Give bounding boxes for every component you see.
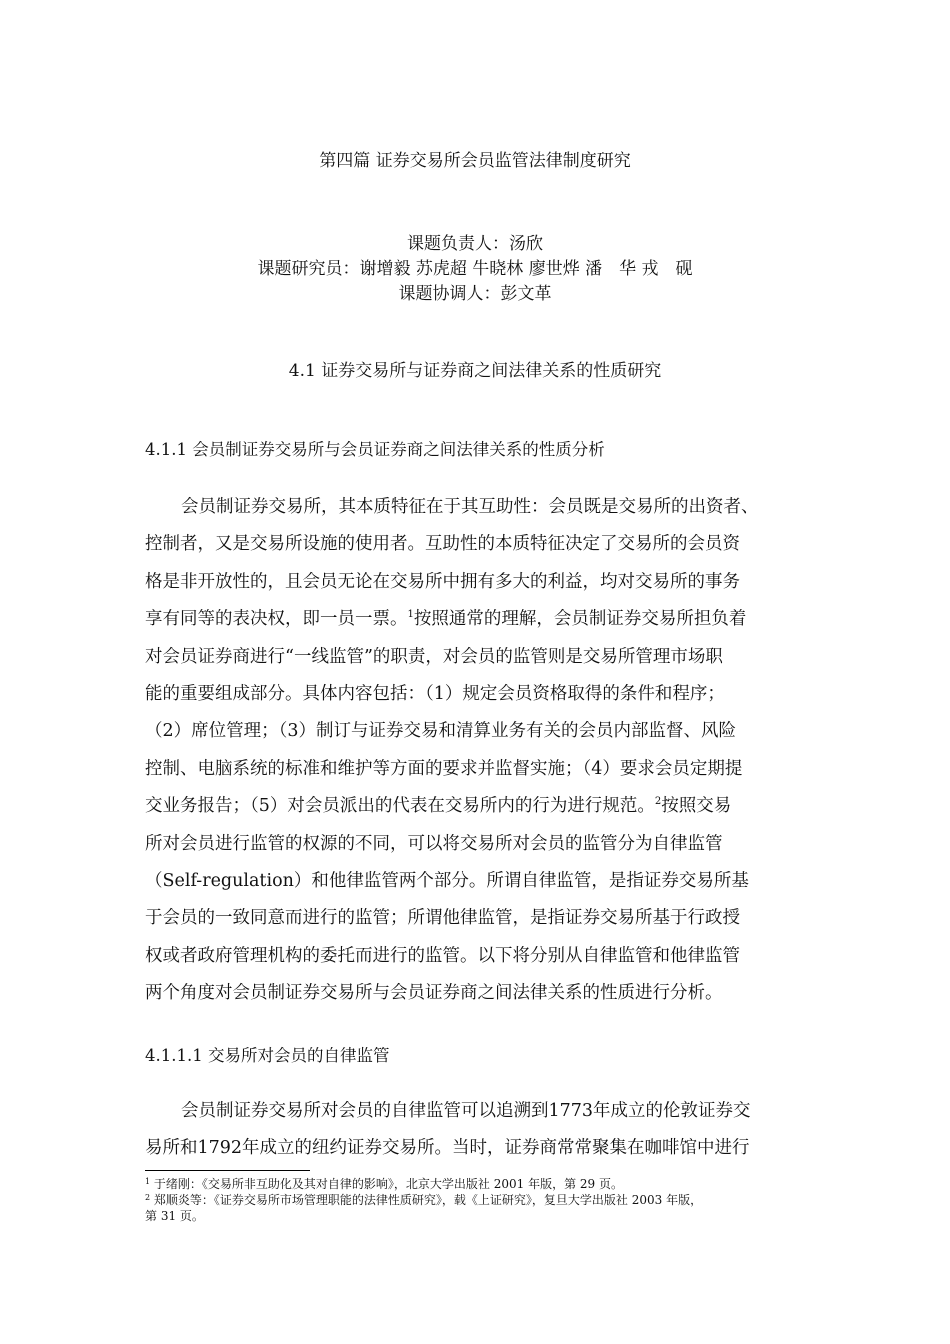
paragraph-line: 权或者政府管理机构的委托而进行的监管。以下将分别从自律监管和他律监管 xyxy=(145,945,740,966)
paragraph-1 xyxy=(145,489,815,1012)
subsubsection-heading: 4.1.1.1 交易所对会员的自律监管 xyxy=(145,1046,390,1065)
paragraph-line: 所对会员进行监管的权源的不同，可以将交易所对会员的监管分为自律监管 xyxy=(145,833,723,854)
footnote-text: 郑顺炎等：《证券交易所市场管理职能的法律性质研究》，载《上证研究》，复旦大学出版社 2003 年版， xyxy=(153,1193,703,1207)
paragraph-text: 交业务报告；（5）对会员派出的代表在交易所内的行为进行规范。 xyxy=(145,796,655,817)
credit-leader: 课题负责人：汤欣 xyxy=(407,234,543,254)
paragraph-line: 控制者，又是交易所设施的使用者。互助性的本质特征决定了交易所的会员资 xyxy=(145,534,740,555)
paragraph-2 xyxy=(145,1093,815,1168)
footnote-mark: 1 xyxy=(145,1177,151,1186)
paragraph-line: 会员制证券交易所对会员的自律监管可以追溯到1773年成立的伦敦证券交 xyxy=(181,1101,751,1121)
paragraph-line xyxy=(145,788,815,825)
footnote-1 xyxy=(145,1176,815,1192)
credit-coordinator: 课题协调人：彭文革 xyxy=(398,284,552,304)
paragraph-line: 易所和1792年成立的纽约证券交易所。当时，证券商常常聚集在咖啡馆中进行 xyxy=(145,1138,750,1159)
paragraph-line: 能的重要组成部分。具体内容包括：（1）规定会员资格取得的条件和程序； xyxy=(145,683,725,704)
footnote-separator xyxy=(145,1170,310,1171)
footnote-2-continued: 第 31 页。 xyxy=(145,1209,204,1223)
document-title: 第四篇 证券交易所会员监管法律制度研究 xyxy=(319,151,631,171)
footnotes xyxy=(145,1176,815,1224)
footnote-2 xyxy=(145,1192,815,1208)
paragraph-text: 按照通常的理解，会员制证券交易所担负着 xyxy=(413,609,747,630)
section-heading: 4.1 证券交易所与证券商之间法律关系的性质研究 xyxy=(288,361,662,381)
paragraph-line: （Self-regulation）和他律监管两个部分。所谓自律监管，是指证券交易所基 xyxy=(145,870,749,891)
paragraph-line: 两个角度对会员制证券交易所与会员证券商之间法律关系的性质进行分析。 xyxy=(145,983,723,1004)
paragraph-line: 格是非开放性的，且会员无论在交易所中拥有多大的利益，均对交易所的事务 xyxy=(145,571,740,592)
footnote-ref-1[interactable]: 1 xyxy=(407,609,414,621)
paragraph-line: 会员制证券交易所，其本质特征在于其互助性：会员既是交易所的出资者、 xyxy=(181,497,759,517)
footnote-text: 于绪刚：《交易所非互助化及其对自律的影响》，北京大学出版社 2001 年版，第 29 页。 xyxy=(153,1177,623,1191)
paragraph-line: 于会员的一致同意而进行的监管；所谓他律监管，是指证券交易所基于行政授 xyxy=(145,908,740,929)
subsection-heading: 4.1.1 会员制证券交易所与会员证券商之间法律关系的性质分析 xyxy=(145,440,605,459)
footnote-ref-2[interactable]: 2 xyxy=(654,796,662,808)
paragraph-line: （2）席位管理；（3）制订与证券交易和清算业务有关的会员内部监督、风险 xyxy=(145,721,737,742)
paragraph-text: 享有同等的表决权，即一员一票。 xyxy=(145,609,408,630)
paragraph-line: 对会员证券商进行“一线监管”的职责，对会员的监管则是交易所管理市场职 xyxy=(145,646,723,667)
paragraph-line: 控制、电脑系统的标准和维护等方面的要求并监督实施；（4）要求会员定期提 xyxy=(145,758,743,779)
paragraph-line xyxy=(145,601,815,638)
paragraph-text: 按照交易 xyxy=(661,796,732,817)
footnote-mark: 2 xyxy=(145,1193,151,1202)
credit-researchers: 课题研究员：谢增毅 苏虎超 牛晓林 廖世烨 潘 华 戎 砚 xyxy=(257,259,693,279)
